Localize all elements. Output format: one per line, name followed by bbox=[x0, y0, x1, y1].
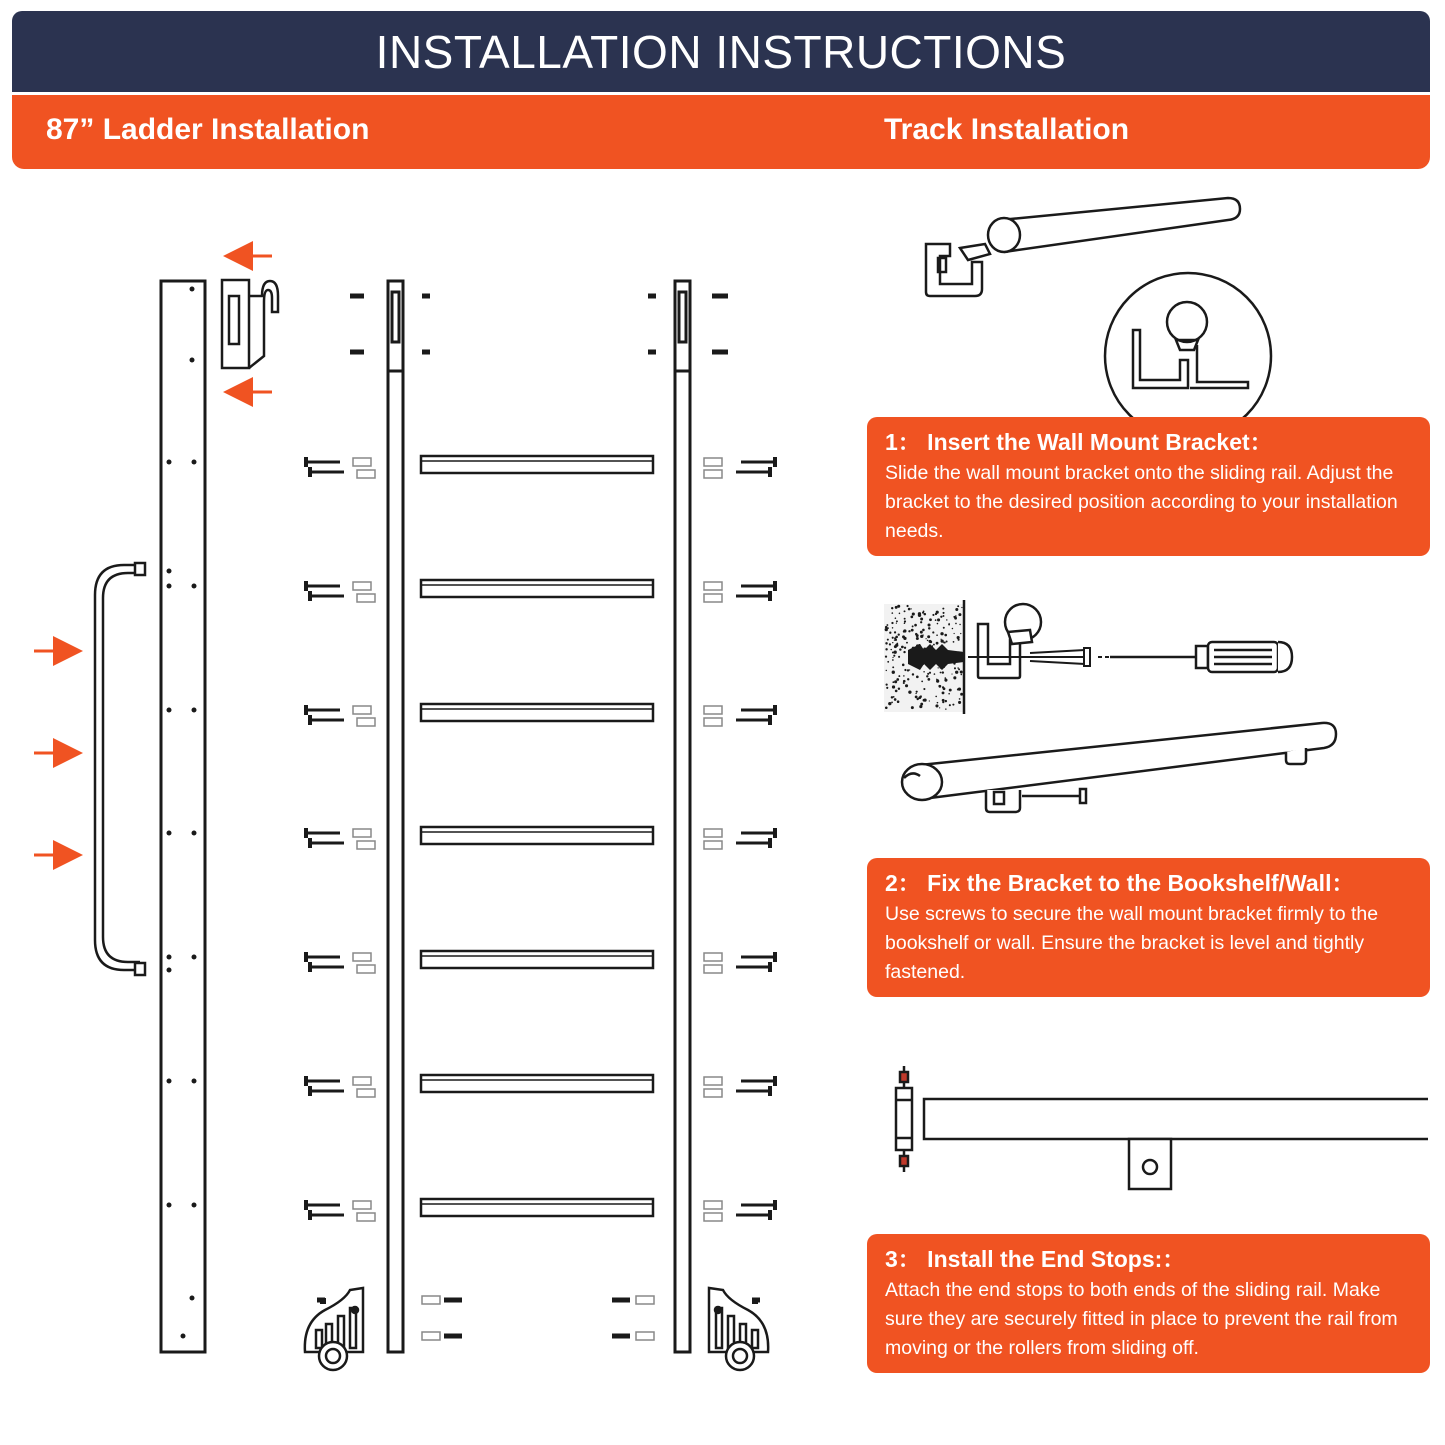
wall-speckle bbox=[887, 688, 888, 689]
wall-speckle bbox=[943, 627, 945, 629]
wall-speckle bbox=[955, 608, 958, 611]
wall-speckle bbox=[953, 633, 954, 634]
wall-speckle bbox=[953, 676, 956, 679]
wall-speckle bbox=[936, 680, 939, 683]
step-3-text: Attach the end stops to both ends of the sliding rail. Make sure they are securely fitted in place to prevent the rail from moving or the rollers from sliding off. bbox=[885, 1279, 1398, 1359]
wall-speckle bbox=[922, 634, 923, 635]
ladder-rung bbox=[421, 704, 653, 721]
wall-plug-icon bbox=[353, 953, 371, 961]
screw-head bbox=[308, 962, 312, 972]
wall-speckle bbox=[902, 646, 903, 647]
wall-speckle bbox=[896, 623, 897, 624]
wall-speckle bbox=[916, 691, 918, 693]
wall-speckle bbox=[907, 669, 909, 671]
wall-plug-icon bbox=[704, 458, 722, 466]
mounted-rail bbox=[902, 723, 1336, 812]
wall-speckle bbox=[893, 655, 895, 657]
wall-speckle bbox=[894, 631, 896, 633]
wall-speckle bbox=[934, 673, 936, 675]
screw-head bbox=[768, 1086, 772, 1096]
stile-hole bbox=[167, 569, 172, 574]
wall-plug-icon bbox=[704, 1201, 722, 1209]
screw-head bbox=[308, 591, 312, 601]
screw-head bbox=[768, 467, 772, 477]
wall-speckle bbox=[946, 619, 947, 620]
wall-speckle bbox=[922, 629, 925, 632]
wall-speckle bbox=[898, 675, 900, 677]
wall-speckle bbox=[933, 644, 935, 646]
ladder-installation-heading: 87” Ladder Installation bbox=[46, 113, 370, 146]
wall-speckle bbox=[904, 610, 906, 612]
wall-speckle bbox=[887, 627, 889, 629]
wall-speckle bbox=[923, 698, 926, 701]
stile-hole bbox=[167, 831, 172, 836]
wall-speckle bbox=[906, 605, 908, 607]
wall-speckle bbox=[916, 637, 919, 640]
wall-plug-icon bbox=[357, 718, 375, 726]
wall-plug-icon bbox=[704, 829, 722, 837]
wall-speckle bbox=[919, 705, 922, 708]
wall-speckle bbox=[911, 629, 914, 632]
wall-speckle bbox=[895, 690, 898, 693]
stile-hole bbox=[167, 1079, 172, 1084]
wall-speckle bbox=[903, 680, 906, 683]
wall-speckle bbox=[958, 668, 960, 670]
wall-speckle bbox=[955, 623, 957, 625]
wall-speckle bbox=[892, 642, 893, 643]
wall-speckle bbox=[904, 647, 906, 649]
wall-speckle bbox=[892, 659, 894, 661]
wall-speckle bbox=[910, 608, 911, 609]
wall-plug-icon bbox=[704, 594, 722, 602]
screw-head bbox=[304, 952, 308, 962]
wall-plug-icon bbox=[704, 1089, 722, 1097]
ladder-rungs bbox=[421, 456, 653, 1216]
wall-speckle bbox=[935, 696, 937, 698]
wall-speckle bbox=[960, 633, 961, 634]
wall-speckle bbox=[903, 637, 906, 640]
wall-speckle bbox=[932, 614, 934, 616]
ladder-rung bbox=[421, 456, 653, 473]
screw-head bbox=[308, 467, 312, 477]
wall-speckle bbox=[920, 618, 923, 621]
wall-plug-icon bbox=[353, 829, 371, 837]
screw-head bbox=[304, 1076, 308, 1086]
wall-speckle bbox=[910, 616, 913, 619]
wall-speckle bbox=[954, 667, 956, 669]
wall-speckle bbox=[891, 612, 893, 614]
wall-speckle bbox=[920, 695, 921, 696]
wall-plug-icon bbox=[704, 718, 722, 726]
wall-plug-icon bbox=[704, 706, 722, 714]
wall-speckle bbox=[944, 634, 947, 637]
roller-wheel-icon bbox=[305, 1288, 363, 1370]
wall-plug-icon bbox=[704, 1213, 722, 1221]
wall-speckle bbox=[894, 680, 897, 683]
rail-with-bracket bbox=[926, 198, 1240, 296]
wall-speckle bbox=[892, 671, 895, 674]
wall-speckle bbox=[959, 624, 960, 625]
wall-speckle bbox=[929, 640, 932, 643]
wall-speckle bbox=[940, 672, 942, 674]
ladder-left-rail bbox=[388, 281, 403, 1352]
wall-speckle bbox=[915, 693, 916, 694]
side-handrail bbox=[95, 563, 145, 975]
screw-head bbox=[773, 705, 777, 715]
wall-speckle bbox=[935, 619, 937, 621]
wall-speckle bbox=[904, 623, 906, 625]
screw-head bbox=[768, 962, 772, 972]
stile-hole bbox=[167, 1203, 172, 1208]
wall-plug-icon bbox=[353, 706, 371, 714]
wall-speckle bbox=[928, 627, 930, 629]
wall-speckle bbox=[888, 702, 891, 705]
wall-plug-icon bbox=[353, 458, 371, 466]
wall-speckle bbox=[942, 691, 945, 694]
step-3-title: 3： Install the End Stops:： bbox=[885, 1246, 1186, 1272]
wall-speckle bbox=[902, 664, 905, 667]
wall-speckle bbox=[943, 615, 945, 617]
wall-speckle bbox=[908, 691, 911, 694]
wall-speckle bbox=[945, 708, 946, 709]
wall-plug-icon bbox=[422, 1296, 440, 1304]
wall-speckle bbox=[895, 606, 898, 609]
wall-speckle bbox=[927, 678, 930, 681]
wall-plug-icon bbox=[353, 582, 371, 590]
wall-speckle bbox=[939, 707, 940, 708]
wall-speckle bbox=[925, 638, 926, 639]
stile-hole bbox=[167, 955, 172, 960]
wall-speckle bbox=[932, 631, 934, 633]
wall-speckle bbox=[942, 671, 944, 673]
hook-bracket bbox=[222, 280, 278, 368]
wall-speckle bbox=[891, 696, 893, 698]
wall-speckle bbox=[923, 688, 925, 690]
step-1-title: 1： Insert the Wall Mount Bracket： bbox=[885, 429, 1273, 455]
wall-speckle bbox=[896, 620, 898, 622]
stile-hole bbox=[167, 460, 172, 465]
wall-speckle bbox=[960, 671, 963, 674]
wall-speckle bbox=[959, 698, 961, 700]
wall-plug-icon bbox=[353, 1077, 371, 1085]
left-stile-side bbox=[161, 281, 205, 1352]
wall-speckle bbox=[891, 622, 893, 624]
screw-head bbox=[773, 457, 777, 467]
stile-hole bbox=[167, 708, 172, 713]
wall-speckle bbox=[892, 637, 894, 639]
stile-hole bbox=[192, 708, 197, 713]
wall-speckle bbox=[916, 676, 919, 679]
wall-speckle bbox=[920, 621, 922, 623]
ladder-rung bbox=[421, 827, 653, 844]
stile-hole bbox=[167, 584, 172, 589]
wall-speckle bbox=[885, 648, 887, 650]
stile-hole bbox=[192, 1079, 197, 1084]
ladder-right-rail bbox=[675, 281, 690, 1352]
wall-speckle bbox=[929, 618, 932, 621]
wall-speckle bbox=[927, 673, 929, 675]
wall-speckle bbox=[952, 704, 954, 706]
wall-speckle bbox=[949, 689, 952, 692]
ladder-rung bbox=[421, 1075, 653, 1092]
wall-speckle bbox=[905, 670, 907, 672]
wall-speckle bbox=[885, 706, 888, 709]
wall-speckle bbox=[904, 618, 906, 620]
step-3-box bbox=[867, 1234, 1430, 1373]
wall-speckle bbox=[895, 617, 897, 619]
wall-speckle bbox=[893, 696, 895, 698]
screw-head bbox=[773, 828, 777, 838]
wall-speckle bbox=[892, 657, 893, 658]
wall-speckle bbox=[921, 681, 923, 683]
wall-speckle bbox=[905, 684, 908, 687]
wall-speckle bbox=[937, 702, 939, 704]
wall-speckle bbox=[897, 700, 900, 703]
wall-speckle bbox=[935, 704, 938, 707]
page-title: INSTALLATION INSTRUCTIONS bbox=[375, 25, 1067, 78]
wall-speckle bbox=[908, 630, 910, 632]
stile-hole bbox=[190, 358, 195, 363]
detail-circle bbox=[1105, 273, 1271, 439]
wall-plug-icon bbox=[353, 1201, 371, 1209]
ladder-rung bbox=[421, 580, 653, 597]
screw-head bbox=[304, 705, 308, 715]
screw-head bbox=[308, 1210, 312, 1220]
wall-plug-icon bbox=[422, 1332, 440, 1340]
wall-speckle bbox=[953, 641, 955, 643]
screw-head bbox=[773, 1076, 777, 1086]
wall-speckle bbox=[944, 679, 947, 682]
wall-plug-icon bbox=[704, 953, 722, 961]
wall-speckle bbox=[896, 643, 898, 645]
wall-speckle bbox=[898, 688, 900, 690]
wall-speckle bbox=[952, 628, 954, 630]
wall-speckle bbox=[958, 687, 961, 690]
wall-speckle bbox=[920, 631, 923, 634]
wall-plug-icon bbox=[357, 1089, 375, 1097]
wall-speckle bbox=[924, 613, 927, 616]
wall-speckle bbox=[949, 704, 951, 706]
wall-speckle bbox=[927, 640, 929, 642]
screw-head bbox=[773, 1200, 777, 1210]
wall-speckle bbox=[892, 666, 894, 668]
wall-speckle bbox=[948, 624, 950, 626]
stile-hole bbox=[167, 968, 172, 973]
wall-speckle bbox=[892, 685, 895, 688]
orange-arrow-icon bbox=[34, 651, 80, 855]
wall-speckle bbox=[898, 634, 900, 636]
screw-head bbox=[768, 591, 772, 601]
wall-speckle bbox=[961, 607, 962, 608]
wall-speckle bbox=[892, 627, 893, 628]
end-stop-icon bbox=[896, 1066, 912, 1172]
wall-plug-icon bbox=[357, 965, 375, 973]
wall-speckle bbox=[936, 634, 938, 636]
wall-speckle bbox=[907, 678, 909, 680]
wall-plug-icon bbox=[357, 470, 375, 478]
track-installation-heading: Track Installation bbox=[884, 113, 1130, 146]
wall-speckle bbox=[943, 612, 945, 614]
wall-speckle bbox=[955, 671, 958, 674]
stile-hole bbox=[181, 1334, 186, 1339]
wall-speckle bbox=[890, 649, 891, 650]
wall-plug-icon bbox=[357, 1213, 375, 1221]
screw-head bbox=[308, 838, 312, 848]
wall-speckle bbox=[940, 639, 941, 640]
wall-speckle bbox=[942, 699, 945, 702]
wall-speckle bbox=[894, 651, 897, 654]
wall-plug-icon bbox=[704, 965, 722, 973]
screw-head bbox=[304, 1200, 308, 1210]
wall-speckle bbox=[955, 615, 957, 617]
wall-speckle bbox=[908, 608, 911, 611]
wall-speckle bbox=[922, 612, 923, 613]
wall-speckle bbox=[946, 640, 948, 642]
wall-speckle bbox=[957, 636, 960, 639]
wall-speckle bbox=[940, 632, 943, 635]
wall-speckle bbox=[936, 611, 939, 614]
wall-plug-icon bbox=[704, 841, 722, 849]
stile-hole bbox=[192, 1203, 197, 1208]
wall-speckle bbox=[885, 642, 887, 644]
wall-speckle bbox=[895, 636, 898, 639]
wall-speckle bbox=[885, 656, 887, 658]
wall-speckle bbox=[886, 684, 888, 686]
wall-speckle bbox=[887, 661, 889, 663]
wall-plug-icon bbox=[636, 1332, 654, 1340]
screw-head bbox=[304, 581, 308, 591]
wall-speckle bbox=[893, 681, 895, 683]
wall-speckle bbox=[886, 670, 887, 671]
wall-speckle bbox=[898, 656, 900, 658]
wall-speckle bbox=[958, 701, 961, 704]
wall-speckle bbox=[897, 605, 900, 608]
wall-speckle bbox=[915, 696, 918, 699]
wall-speckle bbox=[912, 673, 914, 675]
wall-speckle bbox=[923, 671, 925, 673]
screw-head bbox=[308, 1086, 312, 1096]
wall-speckle bbox=[914, 624, 917, 627]
stile-hole bbox=[190, 287, 195, 292]
wall-speckle bbox=[912, 612, 915, 615]
screw-head bbox=[773, 581, 777, 591]
wall-speckle bbox=[904, 620, 906, 622]
wall-speckle bbox=[937, 618, 940, 621]
wall-speckle bbox=[911, 706, 914, 709]
wall-speckle bbox=[903, 651, 905, 653]
wall-speckle bbox=[903, 675, 905, 677]
wall-speckle bbox=[943, 687, 946, 690]
wall-speckle bbox=[896, 678, 899, 681]
wall-speckle bbox=[903, 631, 905, 633]
wall-speckle bbox=[943, 642, 945, 644]
wall-speckle bbox=[920, 703, 923, 706]
wall-speckle bbox=[926, 675, 928, 677]
stile-hole bbox=[190, 1296, 195, 1301]
wall-plug-icon bbox=[357, 841, 375, 849]
wall-speckle bbox=[915, 633, 918, 636]
stile-hole bbox=[192, 831, 197, 836]
stile-hole bbox=[192, 584, 197, 589]
wall-speckle bbox=[948, 693, 950, 695]
wall-speckle bbox=[887, 639, 889, 641]
wall-speckle bbox=[960, 693, 963, 696]
step-2-box bbox=[867, 858, 1430, 997]
wall-speckle bbox=[945, 700, 947, 702]
ladder-rung bbox=[421, 951, 653, 968]
wall-plug-icon bbox=[636, 1296, 654, 1304]
wall-speckle bbox=[929, 700, 930, 701]
wall-speckle bbox=[891, 607, 893, 609]
step-1-box bbox=[867, 417, 1430, 556]
screw-head bbox=[308, 715, 312, 725]
wall-speckle bbox=[889, 632, 891, 634]
wall-plug-icon bbox=[704, 1077, 722, 1085]
screw-head bbox=[304, 457, 308, 467]
wall-speckle bbox=[894, 698, 897, 701]
wall-speckle bbox=[889, 643, 891, 645]
wall-speckle bbox=[892, 652, 894, 654]
wall-plug-icon bbox=[704, 582, 722, 590]
wall-speckle bbox=[912, 625, 914, 627]
wall-speckle bbox=[891, 701, 893, 703]
wall-speckle bbox=[951, 673, 952, 674]
wall-speckle bbox=[937, 623, 939, 625]
rail-end-view bbox=[924, 1099, 1428, 1189]
wall-speckle bbox=[936, 642, 939, 645]
wall-speckle bbox=[906, 642, 908, 644]
ladder-rung bbox=[421, 1199, 653, 1216]
wall-speckle bbox=[895, 644, 898, 647]
wall-plug-icon bbox=[357, 594, 375, 602]
screwdriver-icon bbox=[1110, 642, 1292, 672]
wall-speckle bbox=[938, 667, 939, 668]
wall-speckle bbox=[961, 674, 963, 676]
wall-speckle bbox=[929, 636, 931, 638]
wall-speckle bbox=[942, 608, 944, 610]
screw-head bbox=[768, 838, 772, 848]
step-2-text: Use screws to secure the wall mount bracket firmly to the bookshelf or wall. Ensure the bracket is level and tightly fastened. bbox=[885, 903, 1379, 983]
wall-speckle bbox=[958, 613, 961, 616]
wall-speckle bbox=[928, 624, 931, 627]
screw-head bbox=[768, 1210, 772, 1220]
wall-speckle bbox=[886, 624, 888, 626]
wall-speckle bbox=[929, 672, 931, 674]
step-2-title: 2： Fix the Bracket to the Bookshelf/Wall： bbox=[885, 870, 1355, 896]
wall-speckle bbox=[957, 605, 959, 607]
stile-hole bbox=[192, 460, 197, 465]
screw-head bbox=[773, 952, 777, 962]
wall-speckle bbox=[940, 616, 942, 618]
wall-speckle bbox=[954, 617, 957, 620]
wall-speckle bbox=[957, 667, 959, 669]
screw-head bbox=[768, 715, 772, 725]
stile-hole bbox=[192, 955, 197, 960]
wall-speckle bbox=[938, 685, 941, 688]
step-1-text: Slide the wall mount bracket onto the sliding rail. Adjust the bracket to the desired position according to your installation needs. bbox=[885, 462, 1398, 542]
wall-speckle bbox=[918, 612, 921, 615]
wall-plug-icon bbox=[704, 470, 722, 478]
wall-speckle bbox=[899, 613, 901, 615]
wall-speckle bbox=[899, 648, 901, 650]
screw-sets bbox=[304, 296, 777, 1340]
screw-head bbox=[304, 828, 308, 838]
mount-bracket bbox=[978, 604, 1041, 678]
